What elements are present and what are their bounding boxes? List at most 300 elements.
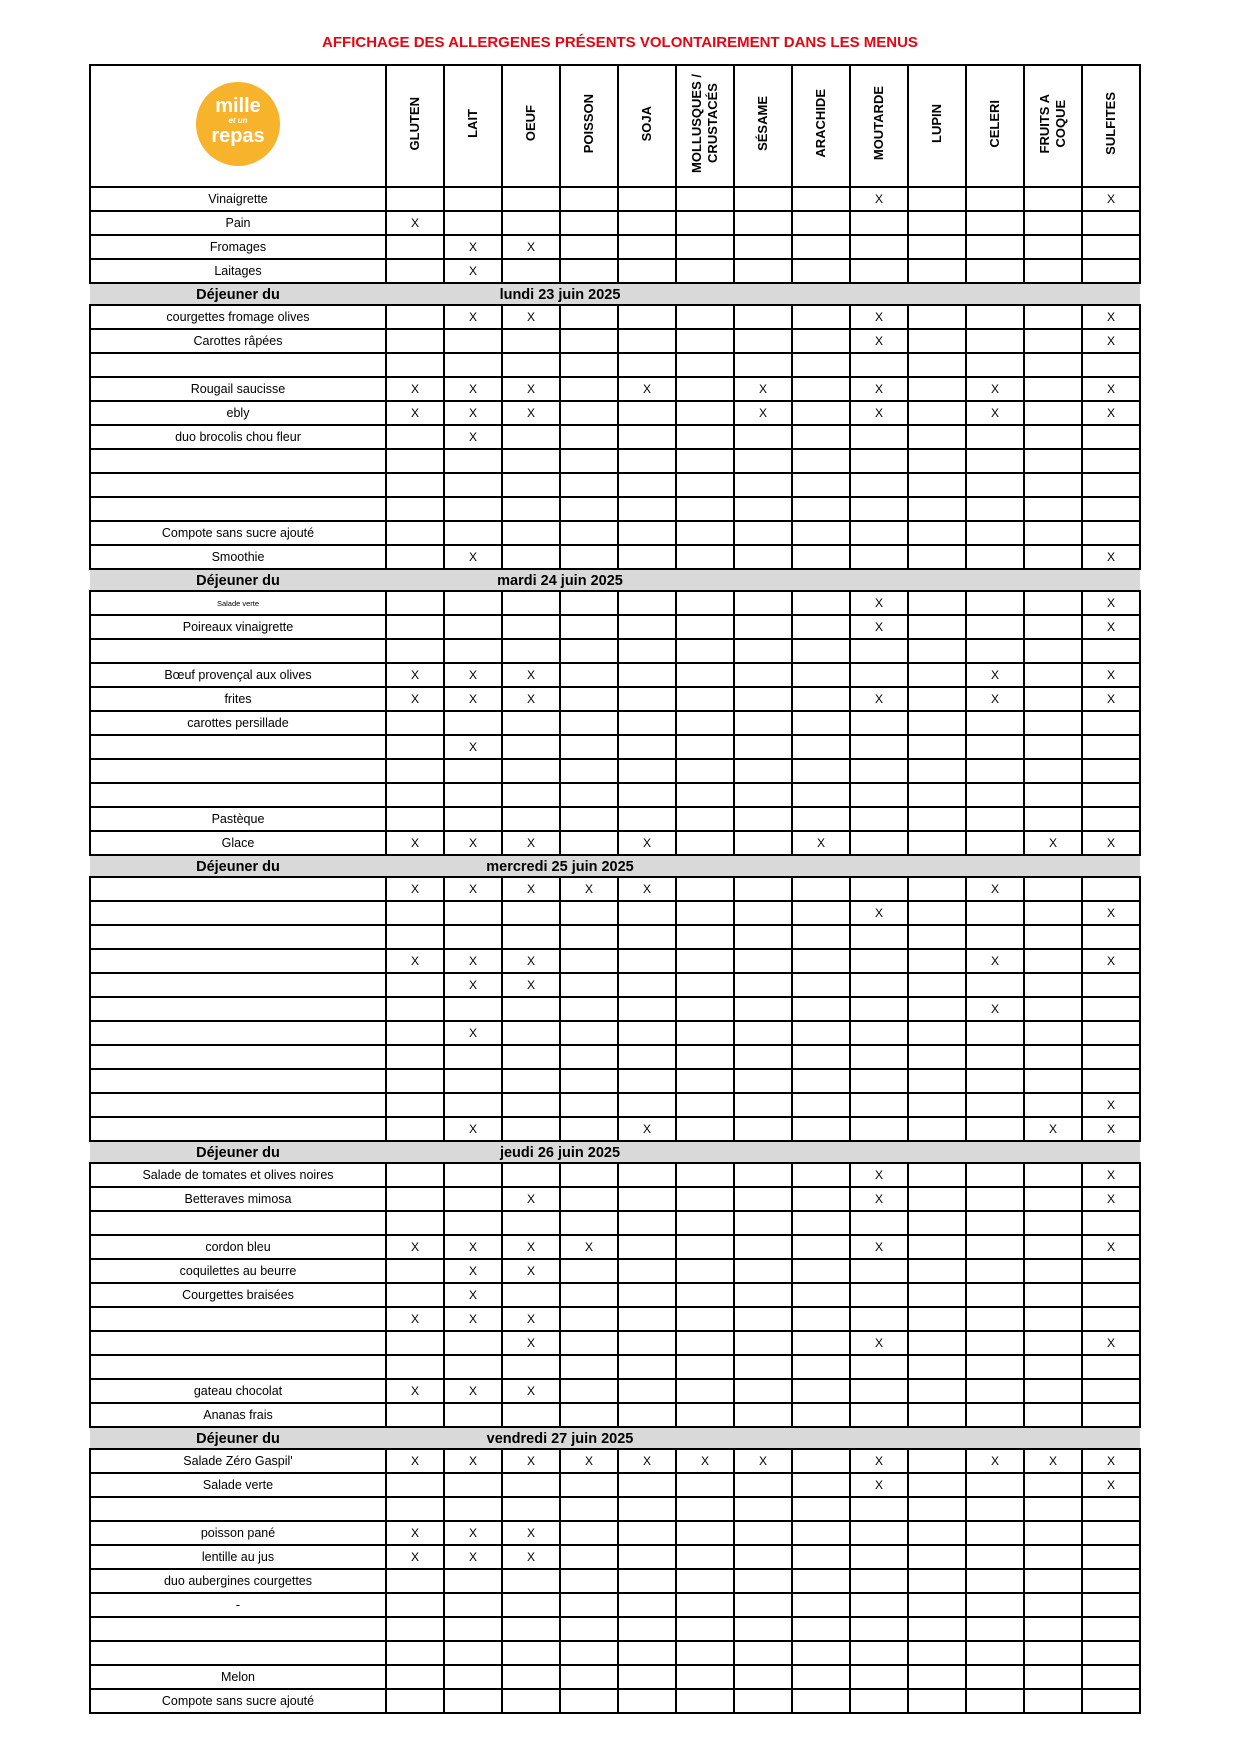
allergen-cell [792,997,850,1021]
allergen-cell [792,545,850,569]
menu-row [90,711,1140,735]
allergen-cell [444,1473,502,1497]
allergen-header-7 [792,65,850,187]
allergen-header-9 [908,65,966,187]
allergen-cell [734,1211,792,1235]
allergen-cell [908,639,966,663]
allergen-cell [502,545,560,569]
allergen-cell [1082,997,1140,1021]
allergen-cell [850,997,908,1021]
allergen-mark: X [502,831,560,855]
allergen-cell [444,901,502,925]
allergen-cell [444,187,502,211]
allergen-cell [908,377,966,401]
allergen-cell [966,521,1024,545]
allergen-cell [966,545,1024,569]
allergen-cell [792,211,850,235]
allergen-mark: X [850,401,908,425]
allergen-cell [966,1569,1024,1593]
allergen-cell [734,1617,792,1641]
allergen-cell [560,973,618,997]
allergen-header-row [90,65,1140,187]
allergen-cell [792,1665,850,1689]
allergen-cell [618,449,676,473]
allergen-cell [502,901,560,925]
allergen-cell [792,1021,850,1045]
menu-row [90,1379,1140,1403]
allergen-cell [792,1259,850,1283]
allergen-cell [792,449,850,473]
allergen-cell [560,783,618,807]
allergen-mark: X [386,401,444,425]
allergen-cell [792,1331,850,1355]
allergen-cell [734,1641,792,1665]
allergen-cell [908,1093,966,1117]
allergen-cell [850,1045,908,1069]
menu-row [90,497,1140,521]
allergen-cell [618,1069,676,1093]
allergen-cell [1082,425,1140,449]
allergen-cell [792,639,850,663]
day-header-row [90,1141,1140,1163]
allergen-cell [1024,1307,1082,1331]
allergen-cell [386,997,444,1021]
allergen-cell [618,735,676,759]
menu-item-name [90,997,386,1021]
allergen-cell [560,1069,618,1093]
allergen-mark: X [1082,187,1140,211]
allergen-cell [502,425,560,449]
allergen-cell [908,1283,966,1307]
allergen-cell [850,449,908,473]
allergen-mark: X [444,425,502,449]
menu-row [90,1021,1140,1045]
allergen-cell [966,211,1024,235]
allergen-cell [386,1355,444,1379]
allergen-cell [908,1641,966,1665]
allergen-cell [560,1641,618,1665]
allergen-mark: X [850,305,908,329]
allergen-cell [502,1569,560,1593]
allergen-mark: X [1024,1449,1082,1473]
allergen-cell [676,1521,734,1545]
allergen-cell [1024,425,1082,449]
allergen-cell [966,497,1024,521]
menu-row [90,1163,1140,1187]
menu-item-name [90,1093,386,1117]
allergen-mark: X [966,1449,1024,1473]
allergen-cell [1082,1259,1140,1283]
allergen-cell [444,211,502,235]
allergen-cell [560,1689,618,1713]
allergen-cell [560,1617,618,1641]
allergen-label: LUPIN [929,104,944,143]
allergen-cell [386,1473,444,1497]
allergen-cell [1024,973,1082,997]
allergen-cell [676,1665,734,1689]
allergen-cell [1082,639,1140,663]
allergen-cell [676,831,734,855]
allergen-cell [850,497,908,521]
allergen-cell [560,1379,618,1403]
allergen-cell [1082,1665,1140,1689]
allergen-cell [1024,1593,1082,1617]
allergen-cell [676,1641,734,1665]
allergen-cell [1082,1355,1140,1379]
allergen-cell [1082,1593,1140,1617]
allergen-cell [792,1403,850,1427]
allergen-cell [908,877,966,901]
allergen-cell [444,711,502,735]
allergen-cell [908,831,966,855]
allergen-cell [850,711,908,735]
allergen-cell [502,1689,560,1713]
allergen-cell [560,545,618,569]
allergen-cell [444,997,502,1021]
allergen-cell [560,997,618,1021]
allergen-cell [966,353,1024,377]
allergen-cell [676,807,734,831]
allergen-cell [908,1379,966,1403]
allergen-cell [676,1403,734,1427]
allergen-cell [560,591,618,615]
allergen-cell [908,1545,966,1569]
allergen-cell [386,1331,444,1355]
allergen-cell [966,1069,1024,1093]
allergen-cell [560,1187,618,1211]
allergen-cell [1024,497,1082,521]
allergen-mark: X [618,1117,676,1141]
menu-row [90,187,1140,211]
allergen-cell [966,1331,1024,1355]
allergen-cell [502,449,560,473]
allergen-label: SÉSAME [755,96,770,151]
allergen-cell [1024,591,1082,615]
allergen-cell [792,473,850,497]
menu-row [90,997,1140,1021]
menu-row [90,901,1140,925]
allergen-cell [502,1403,560,1427]
allergen-cell [560,1593,618,1617]
allergen-cell [502,759,560,783]
allergen-cell [850,259,908,283]
allergen-cell [1024,901,1082,925]
allergen-cell [908,473,966,497]
allergen-mark: X [1082,1187,1140,1211]
allergen-cell [1082,759,1140,783]
allergen-cell [734,831,792,855]
allergen-cell [792,1211,850,1235]
allergen-cell [386,1283,444,1307]
allergen-cell [1082,1569,1140,1593]
allergen-cell [792,711,850,735]
allergen-mark: X [502,973,560,997]
allergen-cell [618,949,676,973]
allergen-cell [502,353,560,377]
menu-item-name [90,473,386,497]
allergen-cell [560,1307,618,1331]
allergen-mark: X [850,187,908,211]
allergen-cell [966,1187,1024,1211]
menu-item-name [90,1641,386,1665]
allergen-label: MOUTARDE [871,86,886,161]
allergen-cell [386,235,444,259]
allergen-mark: X [618,377,676,401]
allergen-cell [966,1283,1024,1307]
allergen-label: SOJA [639,105,654,142]
allergen-mark: X [560,1449,618,1473]
menu-row [90,1473,1140,1497]
allergen-cell [560,377,618,401]
allergen-cell [734,1045,792,1069]
menu-row [90,259,1140,283]
allergen-cell [966,1355,1024,1379]
allergen-cell [618,401,676,425]
logo-cell [90,65,386,187]
allergen-label: FRUITS A COQUE [1037,93,1068,154]
allergen-cell [676,1163,734,1187]
allergen-header-3 [560,65,618,187]
allergen-cell [1082,1689,1140,1713]
allergen-mark: X [386,211,444,235]
allergen-mark: X [386,1545,444,1569]
allergen-cell [560,211,618,235]
menu-item-name [90,1307,386,1331]
allergen-cell [676,1355,734,1379]
allergen-cell [792,377,850,401]
menu-row [90,1187,1140,1211]
menu-item-name: frites [90,687,386,711]
day-header-label: Déjeuner du [90,569,386,591]
allergen-mark: X [502,1545,560,1569]
allergen-mark: X [502,235,560,259]
allergen-cell [966,807,1024,831]
allergen-cell [734,1379,792,1403]
allergen-cell [502,329,560,353]
menu-item-name: Poireaux vinaigrette [90,615,386,639]
allergen-cell [560,615,618,639]
allergen-cell [966,1593,1024,1617]
menu-row [90,425,1140,449]
allergen-mark: X [444,1117,502,1141]
allergen-cell [1024,1259,1082,1283]
allergen-cell [734,353,792,377]
allergen-cell [850,877,908,901]
allergen-cell [792,329,850,353]
allergen-cell [386,807,444,831]
allergen-cell [908,1497,966,1521]
allergen-mark: X [1082,687,1140,711]
allergen-cell [560,473,618,497]
allergen-cell [792,949,850,973]
allergen-mark: X [850,377,908,401]
allergen-cell [386,1069,444,1093]
menu-item-name: Bœuf provençal aux olives [90,663,386,687]
allergen-cell [850,759,908,783]
menu-item-name [90,1331,386,1355]
allergen-cell [966,187,1024,211]
allergen-cell [560,449,618,473]
allergen-cell [908,807,966,831]
allergen-cell [560,901,618,925]
menu-row [90,545,1140,569]
allergen-cell [850,735,908,759]
allergen-cell [850,783,908,807]
allergen-cell [792,1379,850,1403]
allergen-cell [1024,1045,1082,1069]
allergen-mark: X [502,1259,560,1283]
allergen-cell [1082,1545,1140,1569]
allergen-cell [560,1355,618,1379]
allergen-cell [618,1211,676,1235]
allergen-cell [1024,1187,1082,1211]
allergen-mark: X [444,1021,502,1045]
allergen-cell [792,1307,850,1331]
allergen-cell [1024,377,1082,401]
allergen-cell [618,305,676,329]
allergen-mark: X [444,1545,502,1569]
allergen-cell [676,187,734,211]
allergen-cell [502,473,560,497]
allergen-cell [560,925,618,949]
allergen-cell [908,925,966,949]
allergen-cell [444,473,502,497]
menu-row [90,1211,1140,1235]
allergen-mark: X [502,1379,560,1403]
allergen-cell [560,639,618,663]
allergen-cell [850,1307,908,1331]
allergen-cell [386,1187,444,1211]
allergen-header-12 [1082,65,1140,187]
menu-row [90,1449,1140,1473]
allergen-cell [1024,1069,1082,1093]
menu-item-name [90,735,386,759]
allergen-cell [676,591,734,615]
allergen-cell [502,1617,560,1641]
allergen-cell [1082,735,1140,759]
allergen-cell [1082,783,1140,807]
allergen-mark: X [1082,831,1140,855]
allergen-cell [618,925,676,949]
allergen-cell [444,1497,502,1521]
allergen-cell [1024,1545,1082,1569]
allergen-cell [734,687,792,711]
allergen-cell [908,1617,966,1641]
allergen-mark: X [502,305,560,329]
allergen-cell [734,901,792,925]
allergen-cell [966,1021,1024,1045]
allergen-cell [850,925,908,949]
allergen-cell [792,1355,850,1379]
menu-row [90,1593,1140,1617]
allergen-mark: X [850,1187,908,1211]
allergen-cell [908,1355,966,1379]
allergen-cell [792,1521,850,1545]
allergen-cell [444,591,502,615]
menu-row [90,1641,1140,1665]
allergen-cell [1024,353,1082,377]
allergen-cell [908,1045,966,1069]
allergen-cell [792,783,850,807]
allergen-cell [618,235,676,259]
menu-item-name: coquilettes au beurre [90,1259,386,1283]
menu-row [90,877,1140,901]
allergen-cell [676,759,734,783]
menu-row [90,1069,1140,1093]
allergen-cell [966,1379,1024,1403]
allergen-mark: X [1082,545,1140,569]
allergen-cell [966,1235,1024,1259]
allergen-cell [850,639,908,663]
allergen-cell [502,1163,560,1187]
allergen-cell [444,639,502,663]
allergen-cell [560,1259,618,1283]
allergen-cell [966,925,1024,949]
allergen-cell [502,1093,560,1117]
allergen-cell [850,807,908,831]
allergen-cell [734,1259,792,1283]
menu-item-name: Ananas frais [90,1403,386,1427]
allergen-cell [734,1307,792,1331]
allergen-cell [1024,997,1082,1021]
allergen-cell [386,901,444,925]
allergen-cell [850,1403,908,1427]
allergen-cell [502,735,560,759]
allergen-cell [1024,1093,1082,1117]
allergen-cell [386,639,444,663]
allergen-cell [792,497,850,521]
allergen-cell [1024,807,1082,831]
allergen-cell [676,235,734,259]
allergen-mark: X [502,1235,560,1259]
allergen-cell [734,1473,792,1497]
allergen-cell [676,1497,734,1521]
allergen-cell [618,187,676,211]
allergen-cell [850,1355,908,1379]
allergen-cell [850,1069,908,1093]
allergen-cell [560,425,618,449]
allergen-cell [850,1021,908,1045]
allergen-cell [1024,1641,1082,1665]
allergen-cell [908,759,966,783]
day-header-fill [734,1427,1140,1449]
allergen-cell [734,1403,792,1427]
allergen-cell [1024,949,1082,973]
allergen-mark: X [1082,1235,1140,1259]
allergen-cell [1024,1211,1082,1235]
allergen-mark: X [966,687,1024,711]
allergen-mark: X [502,1307,560,1331]
allergen-cell [792,1617,850,1641]
allergen-mark: X [444,259,502,283]
allergen-cell [734,591,792,615]
allergen-cell [502,1641,560,1665]
allergen-mark: X [1082,1449,1140,1473]
allergen-cell [850,1521,908,1545]
allergen-cell [734,735,792,759]
allergen-cell [1024,1235,1082,1259]
menu-row [90,1117,1140,1141]
allergen-cell [734,1545,792,1569]
allergen-cell [676,901,734,925]
allergen-mark: X [966,377,1024,401]
allergen-cell [444,497,502,521]
allergen-cell [908,449,966,473]
allergen-cell [1082,1283,1140,1307]
allergen-label: LAIT [465,109,480,138]
allergen-cell [676,687,734,711]
allergen-cell [966,1473,1024,1497]
